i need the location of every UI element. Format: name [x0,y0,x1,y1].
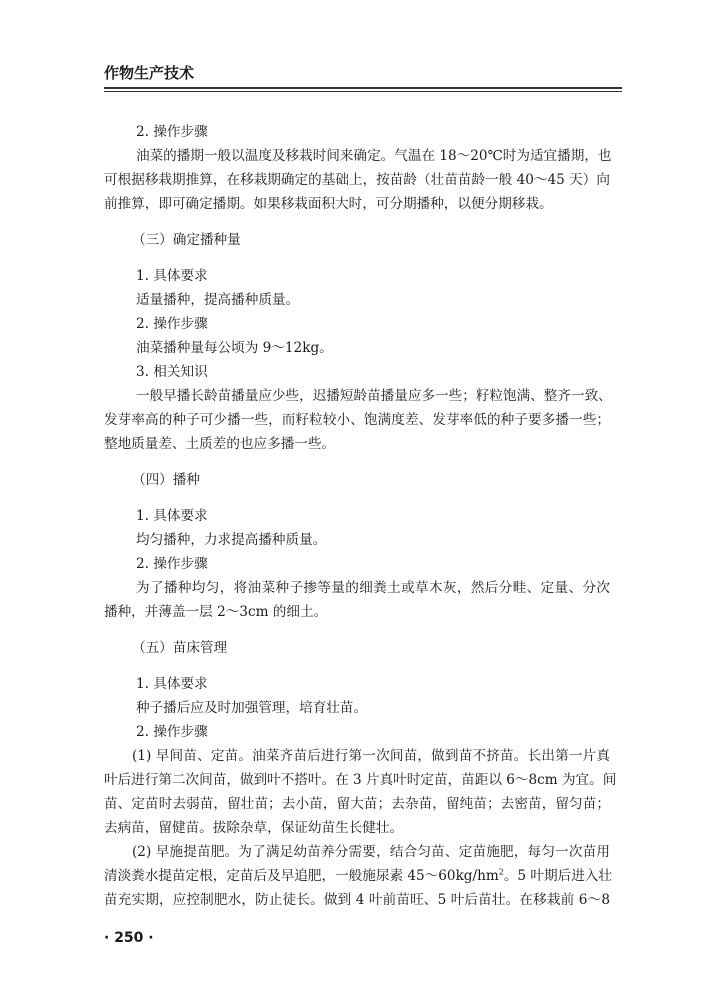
section-title: （五）苗床管理 [132,640,228,656]
paragraph-line: 叶后进行第二次间苗，做到叶不搭叶。在 3 片真叶时定苗，苗距以 6～8cm 为宜。间 [104,772,617,788]
paragraph-line: 发芽率高的种子可少播一些，而籽粒较小、饱满度差、发芽率低的种子要多播一些； [104,412,610,428]
step-heading: 3. 相关知识 [136,364,208,380]
superscript: 2 [498,867,504,877]
section-title: （四）播种 [132,472,200,488]
step-heading: 2. 操作步骤 [136,124,208,140]
paragraph-line: 为了播种均匀，将油菜种子掺等量的细粪土或草木灰，然后分畦、定量、分次 [136,580,610,596]
step-heading: 2. 操作步骤 [136,316,208,332]
paragraph-line: 前推算，即可确定播期。如果移栽面积大时，可分期播种，以便分期移栽。 [104,196,553,212]
paragraph-line: 适量播种，提高播种质量。 [136,292,300,308]
step-heading: 1. 具体要求 [136,508,208,524]
paragraph-line: 播种，并薄盖一层 2～3cm 的细土。 [104,604,328,620]
page-body [104,120,617,912]
header-rule-thick [104,87,622,89]
step-heading: 1. 具体要求 [136,676,208,692]
paragraph-line [104,864,610,888]
step-heading: 1. 具体要求 [136,268,208,284]
paragraph-line: 去病苗，留健苗。拔除杂草，保证幼苗生长健壮。 [104,820,404,836]
paragraph-line: (2) 早施提苗肥。为了满足幼苗养分需要，结合匀苗、定苗施肥，每匀一次苗用 [132,844,610,860]
text-run: 清淡粪水提苗定根，定苗后及早追肥，一般施尿素 45～60kg/hm [104,868,499,884]
paragraph-line: 苗充实期，应控制肥水，防止徒长。做到 4 叶前苗旺、5 叶后苗壮。在移栽前 6～8 [104,892,610,908]
paragraph-line: 整地质量差、土质差的也应多播一些。 [104,436,336,452]
paragraph-line: (1) 早间苗、定苗。油菜齐苗后进行第一次间苗，做到苗不挤苗。长出第一片真 [132,748,610,764]
step-heading: 2. 操作步骤 [136,724,208,740]
running-header: 作物生产技术 [104,64,195,82]
step-heading: 2. 操作步骤 [136,556,208,572]
header-rule-thin [104,91,622,92]
paragraph-line: 油菜播种量每公顷为 9～12kg。 [136,340,333,356]
section-title: （三）确定播种量 [132,232,241,248]
text-run: 。5 叶期后进入壮 [503,868,612,884]
paragraph-line: 苗、定苗时去弱苗，留壮苗；去小苗，留大苗；去杂苗，留纯苗；去密苗，留匀苗； [104,796,610,812]
paragraph-line: 一般早播长龄苗播量应少些，迟播短龄苗播量应多一些；籽粒饱满、整齐一致、 [136,388,612,404]
paragraph-line: 油菜的播期一般以温度及移栽时间来确定。气温在 18～20℃时为适宜播期，也 [136,148,612,164]
paragraph-line: 均匀播种，力求提高播种质量。 [136,532,327,548]
paragraph-line: 可根据移栽期推算，在移栽期确定的基础上，按苗龄（壮苗苗龄一般 40～45 天）向 [104,172,610,188]
paragraph-line: 种子播后应及时加强管理，培育壮苗。 [136,700,368,716]
page-number: · 250 · [104,930,154,946]
